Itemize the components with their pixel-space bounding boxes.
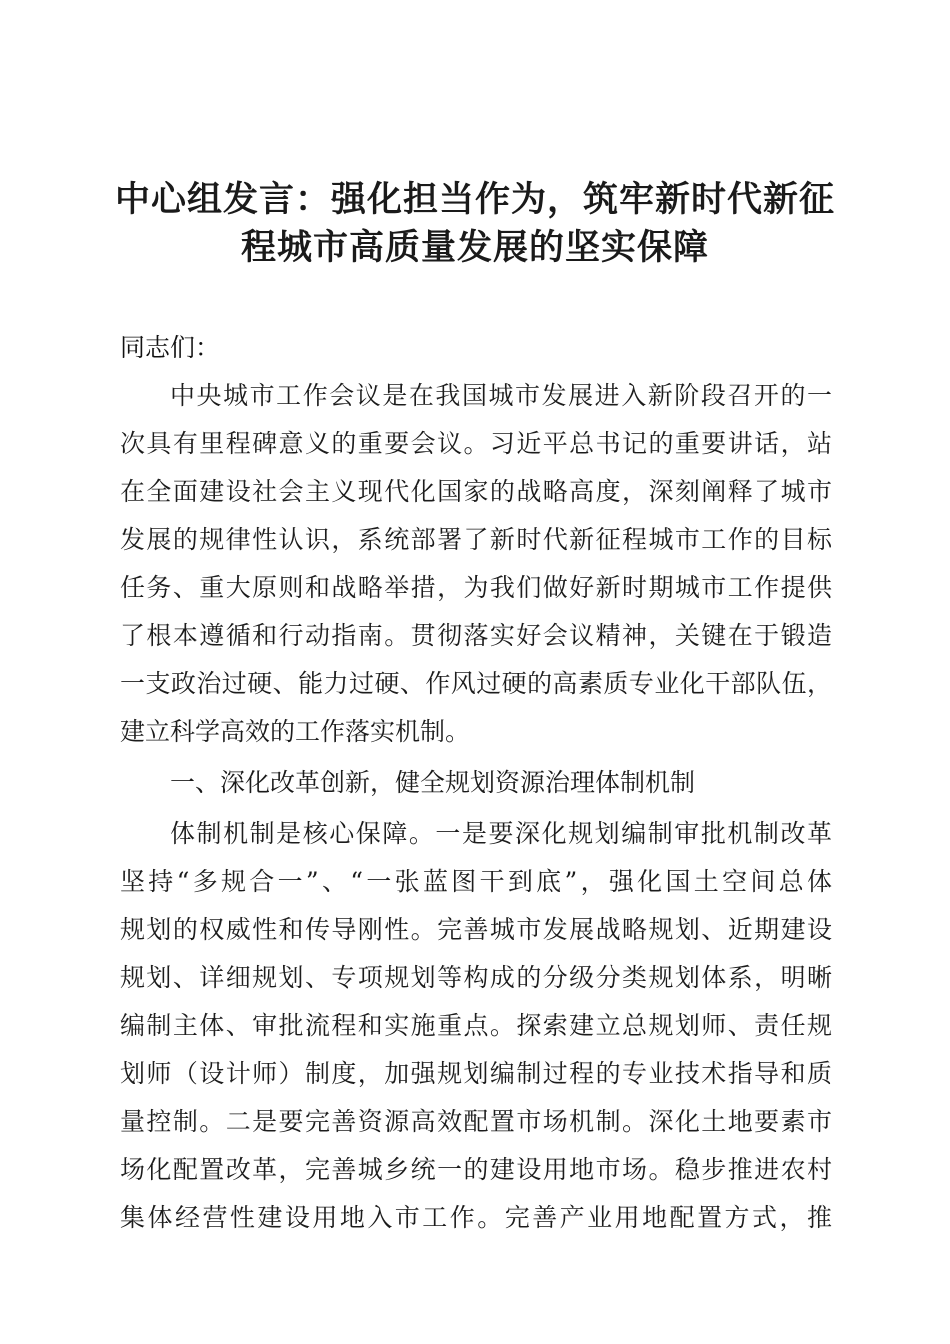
greeting: 同志们： — [120, 333, 221, 362]
paragraph-line: 规划的权威性和传导刚性。完善城市发展战略规划、近期建设 — [120, 915, 832, 944]
section-heading: 一、深化改革创新，健全规划资源治理体制机制 — [170, 768, 696, 797]
paragraph-line: 中央城市工作会议是在我国城市发展进入新阶段召开的一 — [170, 381, 832, 410]
paragraph-line: 量控制。二是要完善资源高效配置市场机制。深化土地要素市 — [120, 1107, 832, 1136]
paragraph-line: 坚持“多规合一”、“一张蓝图干到底”，强化国土空间总体 — [120, 867, 832, 896]
title-line: 中心组发言：强化担当作为，筑牢新时代新征 — [114, 180, 835, 220]
paragraph-line: 任务、重大原则和战略举措，为我们做好新时期城市工作提供 — [120, 573, 832, 602]
paragraph-line: 规划、详细规划、专项规划等构成的分级分类规划体系，明晰 — [120, 963, 832, 992]
paragraph-1 — [120, 372, 832, 756]
paragraph-line: 体制机制是核心保障。一是要深化规划编制审批机制改革 — [170, 819, 832, 848]
paragraph-line: 一支政治过硬、能力过硬、作风过硬的高素质专业化干部队伍， — [120, 669, 832, 698]
title-line: 程城市高质量发展的坚实保障 — [240, 228, 709, 268]
paragraph-line: 次具有里程碑意义的重要会议。习近平总书记的重要讲话，站 — [120, 429, 832, 458]
paragraph-line: 发展的规律性认识，系统部署了新时代新征程城市工作的目标 — [120, 525, 832, 554]
paragraph-line: 了根本遵循和行动指南。贯彻落实好会议精神，关键在于锻造 — [120, 621, 832, 650]
document-body — [120, 324, 832, 1242]
paragraph-2 — [120, 810, 832, 1242]
paragraph-line: 划师（设计师）制度，加强规划编制过程的专业技术指导和质 — [120, 1059, 832, 1088]
paragraph-line: 建立科学高效的工作落实机制。 — [120, 717, 471, 746]
paragraph-line: 场化配置改革，完善城乡统一的建设用地市场。稳步推进农村 — [120, 1155, 832, 1184]
document-title — [110, 176, 840, 272]
paragraph-line: 集体经营性建设用地入市工作。完善产业用地配置方式，推 — [120, 1203, 832, 1232]
paragraph-line: 在全面建设社会主义现代化国家的战略高度，深刻阐释了城市 — [120, 477, 832, 506]
paragraph-line: 编制主体、审批流程和实施重点。探索建立总规划师、责任规 — [120, 1011, 832, 1040]
